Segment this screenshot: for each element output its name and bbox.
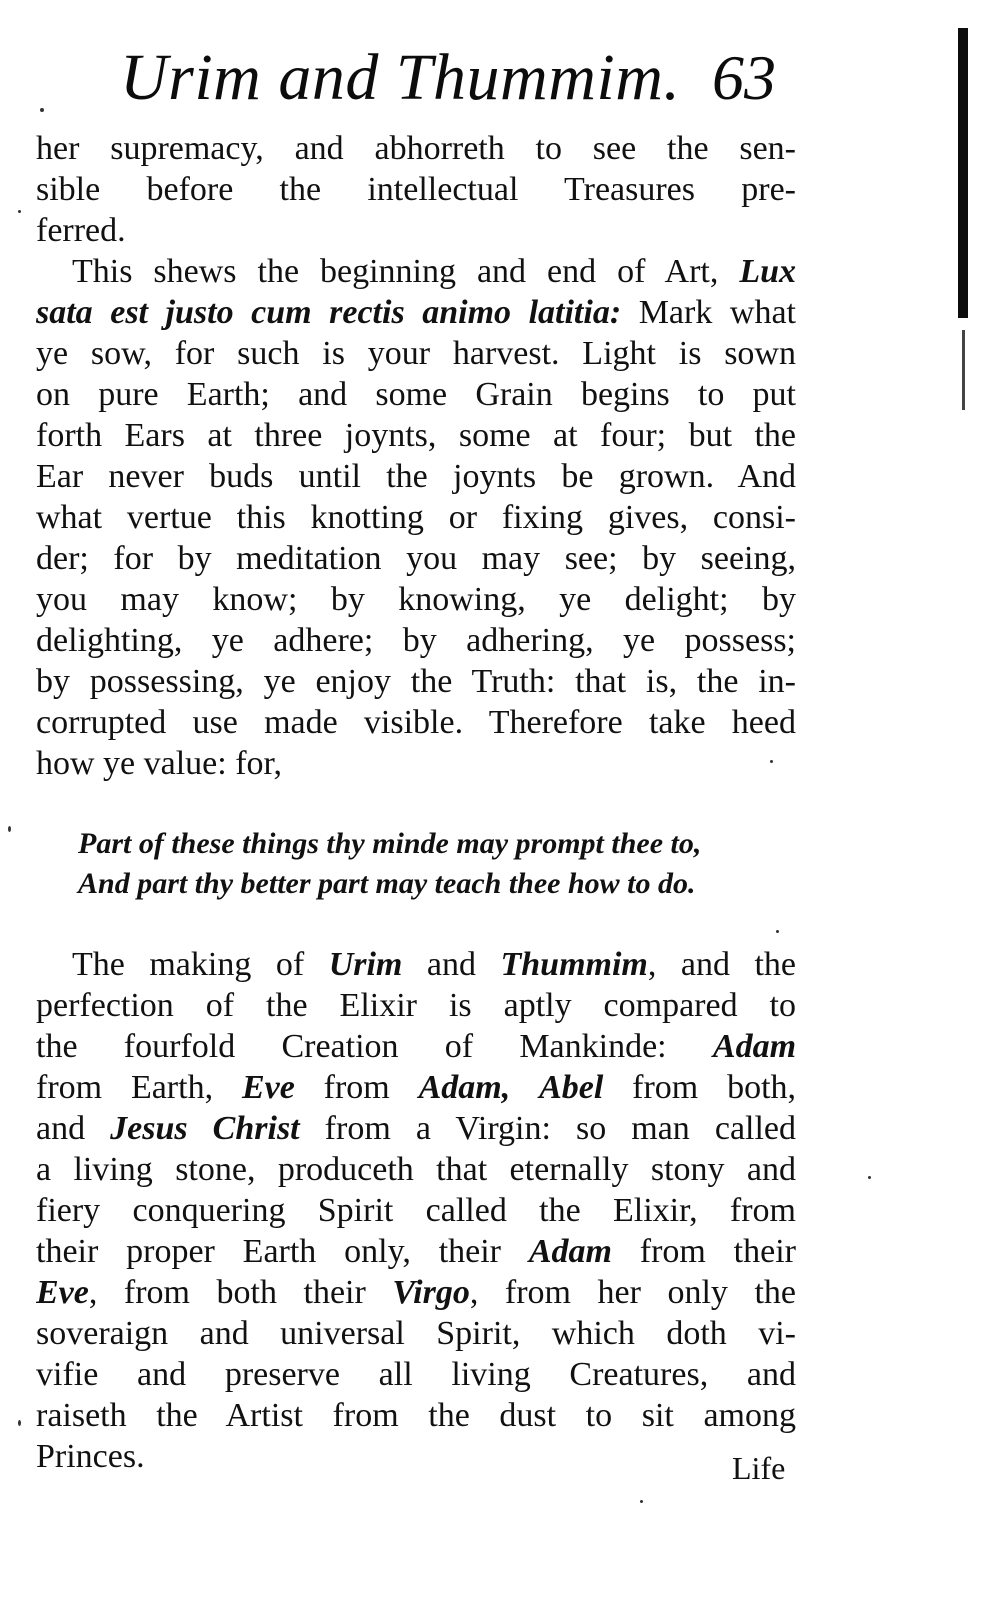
text-line: delighting, ye adhere; by adhering, ye possess; (36, 622, 796, 659)
verse-line: Part of these things thy minde may prompt thee to, (78, 827, 702, 860)
text-line: her supremacy, and abhorreth to see the sen- (36, 130, 796, 167)
text-fragment: from Earth, (36, 1069, 214, 1106)
text-fragment: from a Virgin: so man called (299, 1110, 796, 1147)
spacer (36, 904, 796, 944)
text-line: ferred. (36, 212, 126, 249)
page-edge-shadow-lower (962, 330, 965, 410)
spacer (36, 784, 796, 824)
italic-word: Adam, (418, 1069, 511, 1106)
italic-word: Virgo (392, 1274, 470, 1311)
text-fragment: The making of (72, 946, 329, 983)
verse-line: And part thy better part may teach thee how to do. (78, 867, 696, 900)
print-speck (18, 210, 21, 213)
catchword: Life (732, 1450, 786, 1486)
running-title: Urim and Thummim. (120, 41, 681, 114)
italic-word: Adam (712, 1028, 796, 1065)
italic-word: Adam (528, 1233, 612, 1270)
text-line (36, 1067, 796, 1108)
text-line: Ear never buds until the joynts be grown. And (36, 458, 796, 495)
text-fragment: , from both their (88, 1274, 393, 1311)
print-speck (640, 1500, 643, 1503)
italic-word: Thummim (500, 946, 648, 983)
print-speck (40, 108, 44, 112)
text-line (36, 1272, 796, 1313)
text-line: vifie and preserve all living Creatures, and (36, 1356, 796, 1393)
text-line: ye sow, for such is your harvest. Light is sown (36, 335, 796, 372)
text-fragment: Mark what (638, 294, 796, 331)
text-line: raiseth the Artist from the dust to sit among (36, 1397, 796, 1434)
print-speck (8, 826, 11, 832)
text-line: how ye value: for, (36, 745, 283, 782)
text-line: by possessing, ye enjoy the Truth: that is, the in- (36, 663, 796, 700)
text-line (36, 1231, 796, 1272)
text-line: you may know; by knowing, ye delight; by (36, 581, 796, 618)
text-fragment: the fourfold Creation of Mankinde: (36, 1028, 667, 1065)
italic-word: Eve (36, 1274, 89, 1311)
text-line: what vertue this knotting or fixing gives, consi- (36, 499, 796, 536)
italic-word: Jesus Christ (110, 1110, 300, 1147)
text-fragment: and (36, 1110, 111, 1147)
page-number: 63 (712, 42, 776, 113)
text-line: corrupted use made visible. Therefore take heed (36, 704, 796, 741)
text-line: Princes. (36, 1438, 145, 1475)
text-fragment: from their (611, 1233, 796, 1270)
print-speck (770, 760, 773, 763)
text-line (36, 944, 796, 985)
text-fragment: , and the (647, 946, 796, 983)
text-fragment: from (294, 1069, 419, 1106)
text-line: a living stone, produceth that eternally stony and (36, 1151, 796, 1188)
text-line: fiery conquering Spirit called the Elixir, from (36, 1192, 796, 1229)
text-line: sible before the intellectual Treasures pre- (36, 171, 796, 208)
italic-word: Abel (539, 1069, 604, 1106)
italic-word: Eve (241, 1069, 295, 1106)
italic-word: Urim (328, 946, 403, 983)
page-body (36, 128, 796, 1477)
latin-fragment: Lux (739, 253, 796, 290)
text-line (36, 292, 796, 333)
text-line (36, 1108, 796, 1149)
print-speck (18, 1420, 21, 1426)
text-line: on pure Earth; and some Grain begins to put (36, 376, 796, 413)
latin-fragment: sata est justo cum rectis animo latitia: (36, 294, 622, 331)
text-fragment: , from her only the (469, 1274, 796, 1311)
page-header (110, 38, 810, 128)
text-line: forth Ears at three joynts, some at four; but the (36, 417, 796, 454)
print-speck (868, 1176, 871, 1179)
text-line: der; for by meditation you may see; by seeing, (36, 540, 796, 577)
text-fragment: their proper Earth only, their (36, 1233, 529, 1270)
text-line: perfection of the Elixir is aptly compared to (36, 987, 796, 1024)
print-speck (776, 930, 779, 933)
text-line (36, 251, 796, 292)
text-fragment: and (402, 946, 501, 983)
text-fragment: This shews the beginning and end of Art, (72, 253, 719, 290)
page-edge-shadow (958, 28, 968, 318)
text-fragment: from both, (603, 1069, 796, 1106)
text-line (36, 1026, 796, 1067)
text-line: soveraign and universal Spirit, which doth vi- (36, 1315, 796, 1352)
